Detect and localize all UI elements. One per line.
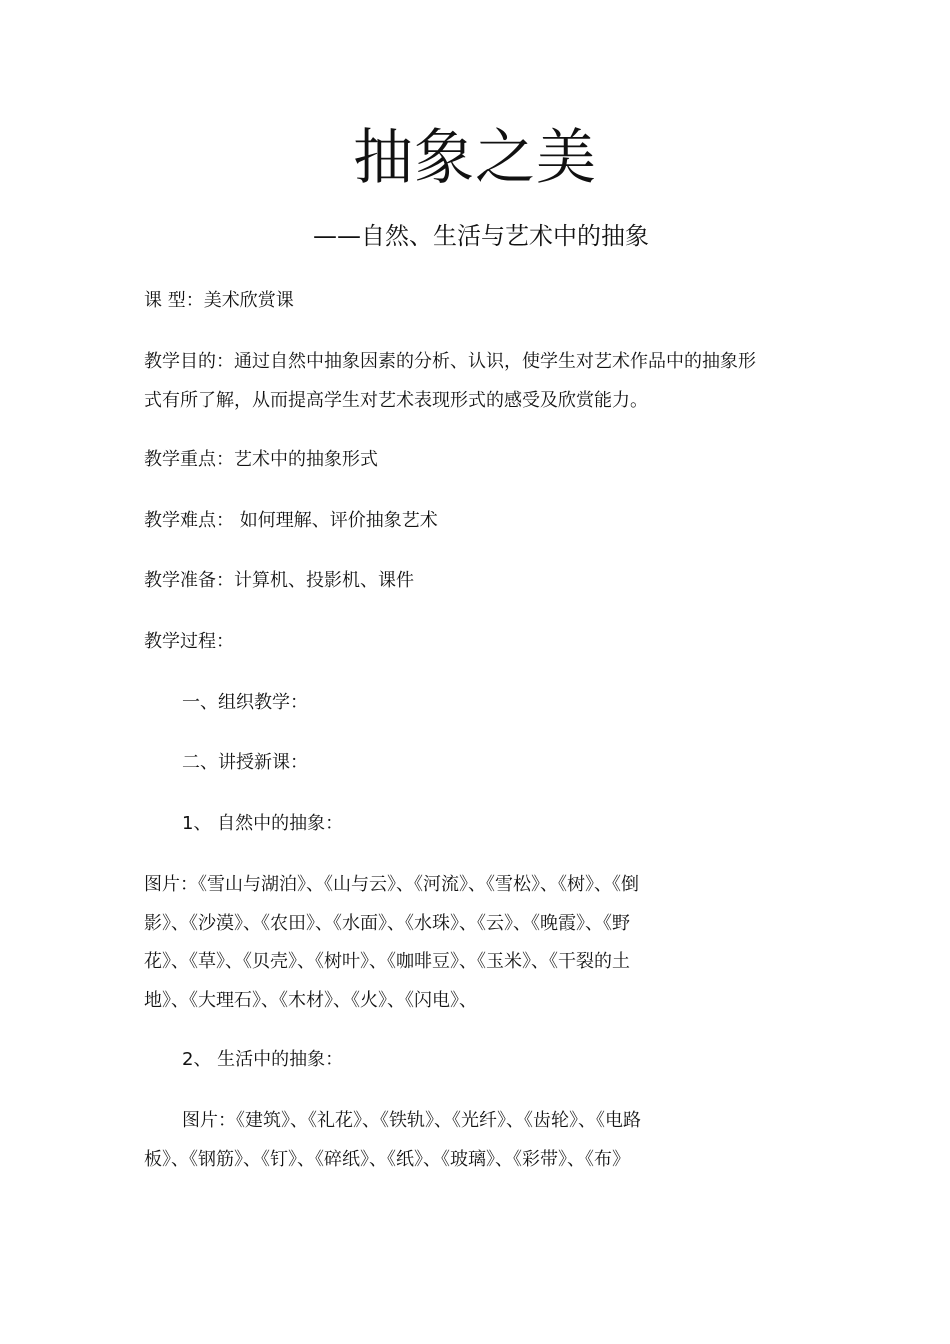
nature-pictures-line: 影》、《沙漠》、《农田》、《水面》、《水珠》、《云》、《晚霞》、《野 [144,912,630,934]
section-two-heading: 2、 生活中的抽象： [182,1049,344,1070]
lesson-type: 课 型：美术欣赏课 [144,290,294,311]
nature-pictures-line: 图片：《雪山与湖泊》、《山与云》、《河流》、《雪松》、《树》、《倒 [144,874,639,895]
nature-pictures-line: 地》、《大理石》、《木材》、《火》、《闪电》、 [144,989,477,1011]
document-subtitle: ——自然、生活与艺术中的抽象 [313,222,649,250]
teaching-key-point: 教学重点：艺术中的抽象形式 [144,449,378,470]
teaching-objective-line: 教学目的：通过自然中抽象因素的分析、认识，使学生对艺术作品中的抽象形 [144,351,756,372]
teaching-objective-line: 式有所了解，从而提高学生对艺术表现形式的感受及欣赏能力。 [144,389,648,411]
step-two: 二、讲授新课： [182,752,308,773]
step-one: 一、组织教学： [182,692,308,713]
nature-pictures-line: 花》、《草》、《贝壳》、《树叶》、《咖啡豆》、《玉米》、《干裂的土 [144,951,630,972]
teaching-preparation: 教学准备：计算机、投影机、课件 [144,570,414,591]
life-pictures-line: 板》、《钢筋》、《钉》、《碎纸》、《纸》、《玻璃》、《彩带》、《布》 [144,1148,630,1170]
section-one-heading: 1、 自然中的抽象： [182,813,344,834]
life-pictures-line: 图片：《建筑》、《礼花》、《铁轨》、《光纤》、《齿轮》、《电路 [182,1110,641,1131]
document-title: 抽象之美 [353,123,597,193]
life-pictures [144,1102,809,1179]
teaching-objective [144,343,809,420]
nature-pictures [144,866,809,1020]
teaching-difficulty: 教学难点： 如何理解、评价抽象艺术 [144,510,438,531]
process-heading: 教学过程： [144,631,234,652]
